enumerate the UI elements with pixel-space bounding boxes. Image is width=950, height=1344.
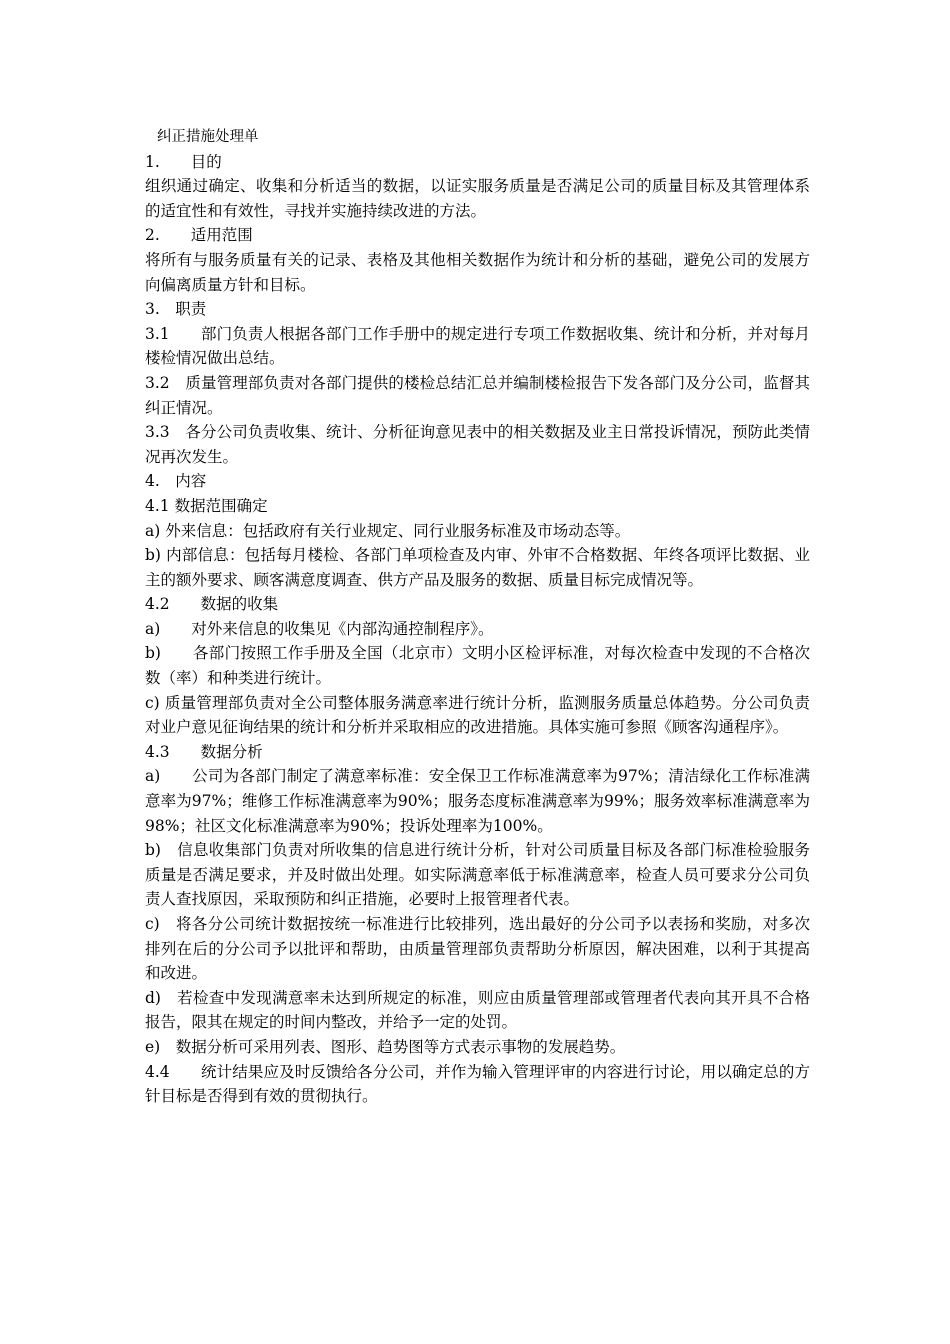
- item-4-3-c: c) 将各分公司统计数据按统一标准进行比较排列，选出最好的分公司予以表扬和奖励，对多次排列在后的分公司予以批评和帮助，由质量管理部负责帮助分析原因，解决困难，以利于其提高和改进。: [145, 915, 810, 983]
- item-4-2-b: b) 各部门按照工作手册及全国（北京市）文明小区检评标准，对每次检查中发现的不合格次数（率）和种类进行统计。: [145, 644, 810, 688]
- heading-content: 4. 内容: [145, 472, 207, 491]
- item-4-1-a: a) 外来信息：包括政府有关行业规定、同行业服务标准及市场动态等。: [145, 521, 631, 540]
- paragraph-scope: 将所有与服务质量有关的记录、表格及其他相关数据作为统计和分析的基础，避免公司的发展方向偏离质量方针和目标。: [145, 250, 810, 294]
- item-4-2-a: a) 对外来信息的收集见《内部沟通控制程序》。: [145, 619, 494, 638]
- item-4-2-c: c) 质量管理部负责对全公司整体服务满意率进行统计分析，监测服务质量总体趋势。分公司负责对业户意见征询结果的统计和分析并采取相应的改进措施。具体实施可参照《顾客沟通程序》。: [145, 693, 810, 737]
- item-4-1-b: b) 内部信息：包括每月楼检、各部门单项检查及内审、外审不合格数据、年终各项评比数据、业主的额外要求、顾客满意度调查、供方产品及服务的数据、质量目标完成情况等。: [145, 546, 810, 589]
- document-title: 纠正措施处理单: [157, 129, 259, 145]
- item-4-3-b: b) 信息收集部门负责对所收集的信息进行统计分析，针对公司质量目标及各部门标准检验服务质量是否满足要求，并及时做出处理。如实际满意率低于标准满意率，检查人员可要求分公司负责人查找原因，采取预防和纠正措施，必要时上报管理者代表。: [145, 841, 810, 909]
- heading-purpose: 1. 目的: [145, 152, 222, 171]
- paragraph-4-4: 4.4 统计结果应及时反馈给各分公司，并作为输入管理评审的内容进行讨论，用以确定总的方针目标是否得到有效的贯彻执行。: [145, 1062, 810, 1106]
- heading-responsibilities: 3. 职责: [145, 300, 207, 319]
- heading-4-1: 4.1 数据范围确定: [145, 496, 268, 515]
- document-page: [145, 125, 810, 1109]
- paragraph-3-2: 3.2 质量管理部负责对各部门提供的楼检总结汇总并编制楼检报告下发各部门及分公司，监督其纠正情况。: [145, 373, 810, 417]
- item-4-3-d: d) 若检查中发现满意率未达到所规定的标准，则应由质量管理部或管理者代表向其开具不合格报告，限其在规定的时间内整改，并给予一定的处罚。: [145, 988, 810, 1032]
- item-4-3-a: a) 公司为各部门制定了满意率标准：安全保卫工作标准满意率为97%；清洁绿化工作标准满意率为97%；维修工作标准满意率为90%；服务态度标准满意率为99%；服务效率标准满意率为98%；社区文化标准满意率为90%；投诉处理率为100%。: [145, 767, 810, 835]
- heading-4-3: 4.3 数据分析: [145, 742, 263, 761]
- item-4-3-e: e) 数据分析可采用列表、图形、趋势图等方式表示事物的发展趋势。: [145, 1037, 626, 1056]
- paragraph-3-1: 3.1 部门负责人根据各部门工作手册中的规定进行专项工作数据收集、统计和分析，并对每月楼检情况做出总结。: [145, 324, 810, 368]
- heading-scope: 2. 适用范围: [145, 226, 253, 245]
- heading-4-2: 4.2 数据的收集: [145, 595, 279, 614]
- paragraph-3-3: 3.3 各分公司负责收集、统计、分析征询意见表中的相关数据及业主日常投诉情况，预防此类情况再次发生。: [145, 423, 810, 466]
- paragraph-purpose: 组织通过确定、收集和分析适当的数据，以证实服务质量是否满足公司的质量目标及其管理体系的适宜性和有效性，寻找并实施持续改进的方法。: [145, 177, 810, 220]
